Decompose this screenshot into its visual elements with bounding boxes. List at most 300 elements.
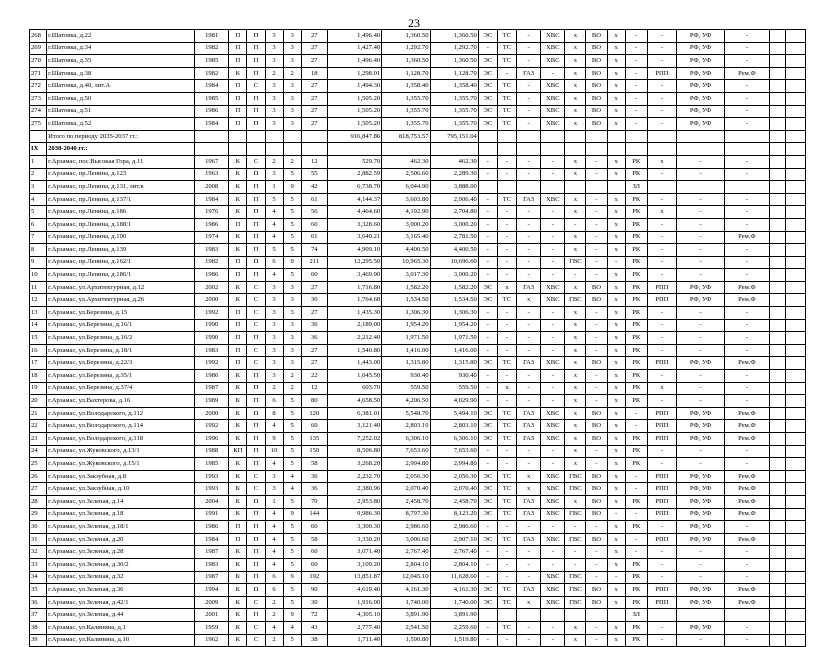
table-cell: -: [607, 256, 625, 269]
table-cell: 1,534.50: [382, 294, 430, 307]
table-cell: -: [517, 206, 541, 219]
table-cell: 144: [301, 508, 327, 521]
table-cell: 916,847.86: [327, 130, 381, 143]
table-cell: х: [647, 206, 676, 219]
table-cell: г.Шатовка, д.38: [47, 67, 195, 80]
table-cell: 211: [301, 256, 327, 269]
table-cell: РФ, УФ: [677, 508, 725, 521]
table-cell: -: [677, 168, 725, 181]
table-cell: -: [478, 256, 497, 269]
table-cell: [769, 558, 785, 571]
table-row: [30, 445, 806, 458]
table-cell: 6,306.10: [430, 433, 478, 446]
table-cell: 20: [30, 395, 47, 408]
table-cell: 3: [265, 55, 283, 68]
table-cell: [301, 143, 327, 156]
table-cell: 60: [301, 269, 327, 282]
table-cell: РК: [625, 294, 647, 307]
table-cell: [769, 244, 785, 257]
table-cell: 5: [283, 395, 301, 408]
table-cell: 1,416.00: [382, 344, 430, 357]
table-cell: ХВС: [541, 357, 565, 370]
table-cell: ХВС: [541, 281, 565, 294]
table-cell: РК: [625, 269, 647, 282]
table-cell: ВО: [586, 281, 607, 294]
table-cell: х: [565, 118, 586, 131]
table-cell: г.Арзамас, ул.Зеленая, д.32: [47, 571, 195, 584]
table-cell: 1994: [195, 584, 229, 597]
table-cell: [785, 533, 805, 546]
table-cell: 1962: [195, 634, 229, 647]
table-cell: -: [725, 256, 769, 269]
table-cell: [785, 55, 805, 68]
table-cell: ЭС: [478, 584, 497, 597]
table-cell: ТС: [497, 407, 516, 420]
table-cell: П: [247, 332, 265, 345]
table-cell: 32: [30, 546, 47, 559]
table-cell: 19: [30, 382, 47, 395]
table-row: [30, 495, 806, 508]
table-cell: ГАЗ: [517, 193, 541, 206]
table-row: [30, 168, 806, 181]
table-cell: П: [229, 105, 247, 118]
table-cell: -: [725, 218, 769, 231]
table-cell: П: [229, 30, 247, 43]
table-cell: х: [607, 231, 625, 244]
table-cell: -: [625, 42, 647, 55]
table-cell: ТС: [497, 495, 516, 508]
table-cell: 5: [283, 495, 301, 508]
table-cell: 2: [265, 67, 283, 80]
table-cell: -: [497, 395, 516, 408]
table-cell: х: [607, 269, 625, 282]
table-cell: х: [607, 433, 625, 446]
table-cell: 462.30: [382, 155, 430, 168]
table-cell: ТС: [497, 584, 516, 597]
table-cell: [785, 332, 805, 345]
table-cell: 5: [283, 584, 301, 597]
housing-table: [29, 29, 806, 647]
table-cell: 5: [283, 596, 301, 609]
table-cell: [301, 130, 327, 143]
table-cell: ЭС: [478, 118, 497, 131]
table-cell: П: [247, 55, 265, 68]
table-cell: [769, 357, 785, 370]
table-cell: Рем.Ф: [725, 433, 769, 446]
table-cell: С: [247, 294, 265, 307]
table-cell: [769, 508, 785, 521]
table-row: [30, 92, 806, 105]
table-cell: -: [517, 30, 541, 43]
table-cell: х: [607, 206, 625, 219]
table-cell: -: [607, 571, 625, 584]
table-cell: 1993: [195, 483, 229, 496]
table-cell: 1990: [195, 332, 229, 345]
table-cell: П: [247, 256, 265, 269]
table-cell: 11,628.60: [430, 571, 478, 584]
table-cell: ГВС: [565, 256, 586, 269]
table-cell: х: [607, 546, 625, 559]
table-cell: [541, 609, 565, 622]
table-cell: 4,161.30: [430, 584, 478, 597]
table-cell: -: [725, 395, 769, 408]
table-cell: [769, 533, 785, 546]
table-cell: РПП: [647, 495, 676, 508]
table-cell: 7,653.60: [430, 445, 478, 458]
table-cell: г.Арзамас, ул.Березина, д.37/4: [47, 382, 195, 395]
table-row: [30, 42, 806, 55]
table-cell: -: [677, 571, 725, 584]
table-cell: [769, 256, 785, 269]
table-cell: х: [565, 621, 586, 634]
table-cell: С: [247, 155, 265, 168]
table-cell: РК: [625, 332, 647, 345]
table-cell: РК: [625, 495, 647, 508]
table-cell: -: [586, 634, 607, 647]
table-cell: Рем.Ф: [725, 495, 769, 508]
table-row: [30, 294, 806, 307]
table-cell: 56: [301, 206, 327, 219]
table-cell: 1,292.70: [430, 42, 478, 55]
table-row: [30, 193, 806, 206]
page-number: 23: [408, 16, 420, 30]
table-cell: 1986: [195, 521, 229, 534]
table-cell: -: [725, 332, 769, 345]
table-cell: -: [677, 370, 725, 383]
table-cell: -: [541, 395, 565, 408]
table-cell: -: [497, 571, 516, 584]
table-cell: 3,891.90: [382, 609, 430, 622]
table-cell: РПП: [647, 508, 676, 521]
table-cell: -: [541, 231, 565, 244]
table-cell: РПП: [647, 470, 676, 483]
table-cell: 135: [301, 433, 327, 446]
table-cell: 1,505.20: [327, 92, 381, 105]
table-cell: 1,427.40: [327, 42, 381, 55]
table-cell: ЭС: [478, 105, 497, 118]
table-cell: К: [229, 244, 247, 257]
table-cell: -: [517, 370, 541, 383]
table-row: [30, 609, 806, 622]
table-cell: 11: [30, 281, 47, 294]
table-cell: 37: [30, 609, 47, 622]
table-cell: 273: [30, 92, 47, 105]
table-cell: г.Арзамас, ул.Архитектурная, д.12: [47, 281, 195, 294]
table-cell: 4,305.10: [327, 609, 381, 622]
table-cell: -: [541, 332, 565, 345]
table-cell: -: [647, 92, 676, 105]
table-cell: 2,781.50: [430, 231, 478, 244]
table-cell: х: [565, 206, 586, 219]
table-cell: х: [607, 42, 625, 55]
table-cell: [30, 130, 47, 143]
table-cell: ЭС: [478, 420, 497, 433]
table-cell: РК: [625, 596, 647, 609]
table-cell: ГАЗ: [517, 495, 541, 508]
table-cell: ХВС: [541, 483, 565, 496]
table-cell: г.Арзамас, ул.Зеленая, д.14: [47, 495, 195, 508]
table-cell: 2,056.30: [430, 470, 478, 483]
table-cell: г.Арзамас, ул.Березина, д.15: [47, 307, 195, 320]
table-cell: -: [647, 231, 676, 244]
table-cell: -: [497, 370, 516, 383]
table-cell: -: [517, 42, 541, 55]
table-cell: г.Арзамас, ул.Закзубная, д.10: [47, 483, 195, 496]
table-cell: [769, 30, 785, 43]
table-cell: г.Арзамас, ул.Зеленая, д.28: [47, 546, 195, 559]
table-cell: [785, 181, 805, 194]
table-cell: [265, 143, 283, 156]
table-cell: П: [247, 218, 265, 231]
table-cell: [785, 420, 805, 433]
table-cell: РК: [625, 521, 647, 534]
table-cell: -: [647, 168, 676, 181]
table-cell: 4,619.40: [327, 584, 381, 597]
table-row: [30, 634, 806, 647]
table-cell: ТС: [497, 483, 516, 496]
table-cell: 795,151.04: [430, 130, 478, 143]
table-cell: 4: [30, 193, 47, 206]
table-cell: ЭС: [478, 357, 497, 370]
table-cell: [769, 42, 785, 55]
table-cell: 3: [265, 80, 283, 93]
table-cell: 60: [301, 420, 327, 433]
table-cell: П: [247, 508, 265, 521]
table-cell: 1990: [195, 319, 229, 332]
table-cell: 5: [283, 269, 301, 282]
table-cell: -: [647, 445, 676, 458]
table-row: [30, 344, 806, 357]
table-cell: 3: [265, 30, 283, 43]
table-cell: [785, 80, 805, 93]
table-cell: 5: [283, 244, 301, 257]
table-cell: [769, 521, 785, 534]
table-cell: [497, 609, 516, 622]
table-cell: -: [565, 218, 586, 231]
table-cell: ТС: [497, 420, 516, 433]
table-cell: х: [607, 67, 625, 80]
table-cell: [769, 344, 785, 357]
table-cell: -: [586, 445, 607, 458]
table-cell: г.Шатовка, д.50: [47, 92, 195, 105]
table-cell: ВО: [586, 357, 607, 370]
table-cell: ЭС: [478, 495, 497, 508]
table-cell: х: [607, 319, 625, 332]
table-cell: -: [541, 458, 565, 471]
table-cell: -: [478, 445, 497, 458]
table-cell: х: [607, 80, 625, 93]
table-cell: 3: [283, 55, 301, 68]
table-cell: [785, 382, 805, 395]
table-cell: -: [725, 244, 769, 257]
table-cell: 2,189.00: [327, 319, 381, 332]
table-cell: Рем.Ф: [725, 294, 769, 307]
table-cell: 3: [265, 294, 283, 307]
table-cell: ГАЗ: [517, 420, 541, 433]
table-cell: П: [247, 433, 265, 446]
table-cell: К: [229, 546, 247, 559]
table-cell: 3: [283, 307, 301, 320]
table-cell: К: [229, 181, 247, 194]
table-cell: -: [541, 558, 565, 571]
table-cell: [769, 218, 785, 231]
table-cell: х: [607, 307, 625, 320]
table-cell: -: [677, 458, 725, 471]
table-cell: [769, 495, 785, 508]
table-cell: 5: [283, 407, 301, 420]
table-cell: -: [478, 395, 497, 408]
table-cell: [497, 130, 516, 143]
table-cell: С: [247, 319, 265, 332]
table-cell: -: [497, 319, 516, 332]
table-cell: -: [647, 307, 676, 320]
table-cell: [769, 67, 785, 80]
table-row: [30, 458, 806, 471]
table-cell: РФ, УФ: [677, 294, 725, 307]
table-cell: 39: [30, 634, 47, 647]
table-cell: 1: [265, 495, 283, 508]
table-cell: х: [565, 231, 586, 244]
table-cell: 4,144.37: [327, 193, 381, 206]
table-cell: -: [478, 168, 497, 181]
table-cell: 31: [30, 533, 47, 546]
table-cell: х: [607, 458, 625, 471]
table-cell: -: [478, 307, 497, 320]
table-cell: 7: [30, 231, 47, 244]
table-cell: IX: [30, 143, 47, 156]
table-cell: [785, 407, 805, 420]
table-cell: 8: [30, 244, 47, 257]
table-body: [30, 30, 806, 647]
table-cell: 1983: [195, 244, 229, 257]
table-cell: -: [725, 621, 769, 634]
table-cell: 2,777.40: [327, 621, 381, 634]
table-row: [30, 244, 806, 257]
table-row: [30, 382, 806, 395]
table-cell: 6,381.01: [327, 407, 381, 420]
table-cell: ХВС: [541, 420, 565, 433]
table-cell: 2,767.40: [382, 546, 430, 559]
table-cell: -: [478, 571, 497, 584]
table-cell: 2,056.30: [382, 470, 430, 483]
table-cell: г.Арзамас, ул.Володарского, д.118: [47, 433, 195, 446]
table-cell: 1,045.50: [327, 370, 381, 383]
table-cell: х: [607, 244, 625, 257]
table-row: [30, 596, 806, 609]
table-cell: ТС: [497, 508, 516, 521]
table-cell: 3: [283, 42, 301, 55]
table-cell: х: [565, 382, 586, 395]
table-cell: 3,121.40: [327, 420, 381, 433]
table-cell: -: [647, 546, 676, 559]
table-cell: К: [229, 420, 247, 433]
table-cell: ВО: [586, 433, 607, 446]
table-cell: РФ, УФ: [677, 433, 725, 446]
table-cell: 27: [301, 55, 327, 68]
table-cell: 1,298.01: [327, 67, 381, 80]
table-cell: 2000: [195, 407, 229, 420]
table-cell: [517, 143, 541, 156]
table-cell: [229, 143, 247, 156]
table-cell: 1,519.80: [430, 634, 478, 647]
table-cell: х: [565, 370, 586, 383]
table-cell: -: [541, 256, 565, 269]
table-cell: -: [541, 521, 565, 534]
table-cell: -: [647, 218, 676, 231]
table-cell: -: [725, 269, 769, 282]
table-cell: [247, 130, 265, 143]
table-cell: 5: [283, 231, 301, 244]
table-cell: 3: [265, 92, 283, 105]
table-row: [30, 433, 806, 446]
table-cell: 3: [283, 344, 301, 357]
table-cell: 3: [283, 118, 301, 131]
table-cell: 5: [283, 533, 301, 546]
table-cell: 4: [265, 508, 283, 521]
table-cell: 2,506.60: [382, 168, 430, 181]
table-cell: 5: [265, 244, 283, 257]
table-cell: ВО: [586, 596, 607, 609]
table-row: [30, 118, 806, 131]
table-cell: П: [247, 420, 265, 433]
table-cell: [565, 181, 586, 194]
table-cell: х: [607, 332, 625, 345]
table-cell: -: [725, 105, 769, 118]
table-cell: -: [647, 571, 676, 584]
table-cell: 4: [265, 231, 283, 244]
table-cell: Рем.Ф: [725, 67, 769, 80]
table-cell: [769, 332, 785, 345]
table-cell: 2004: [195, 495, 229, 508]
table-cell: П: [247, 533, 265, 546]
table-cell: х: [607, 294, 625, 307]
table-cell: П: [229, 269, 247, 282]
table-cell: ВО: [586, 294, 607, 307]
table-cell: 2,541.50: [382, 621, 430, 634]
table-cell: К: [229, 206, 247, 219]
table-cell: 23: [30, 433, 47, 446]
table-cell: -: [677, 269, 725, 282]
table-cell: ТС: [497, 55, 516, 68]
table-cell: 3: [283, 294, 301, 307]
table-cell: 1986: [195, 269, 229, 282]
table-cell: ГАЗ: [517, 67, 541, 80]
table-cell: 150: [301, 445, 327, 458]
table-cell: -: [541, 445, 565, 458]
table-cell: х: [607, 521, 625, 534]
table-cell: -: [625, 105, 647, 118]
table-cell: 36: [301, 332, 327, 345]
table-cell: К: [229, 483, 247, 496]
table-cell: х: [565, 193, 586, 206]
table-cell: -: [541, 269, 565, 282]
table-cell: х: [607, 558, 625, 571]
table-cell: -: [647, 370, 676, 383]
table-cell: П: [247, 206, 265, 219]
table-cell: -: [517, 155, 541, 168]
table-cell: РФ, УФ: [677, 67, 725, 80]
table-cell: г.Арзамас, ул.Калинина, д.1: [47, 621, 195, 634]
table-cell: 1,128.70: [430, 67, 478, 80]
table-cell: 3: [265, 42, 283, 55]
table-cell: -: [541, 370, 565, 383]
table-row: [30, 357, 806, 370]
table-cell: г.Арзамас, ул.Жуковского, д.15/1: [47, 458, 195, 471]
table-cell: К: [229, 571, 247, 584]
table-cell: 3,268.20: [327, 458, 381, 471]
table-cell: г.Арзамас, ул.Володарского, д.112: [47, 407, 195, 420]
table-cell: [586, 143, 607, 156]
